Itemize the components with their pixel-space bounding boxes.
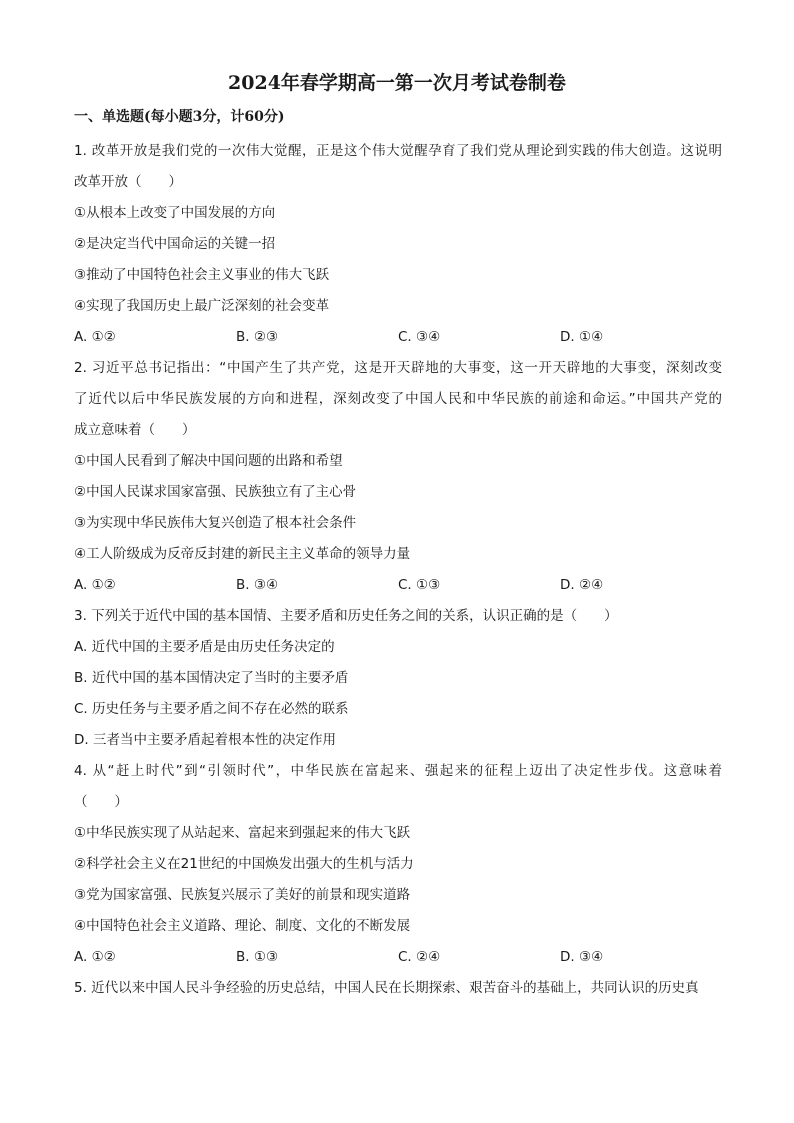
answer-options (74, 322, 722, 353)
section-heading: 一、单选题(每小题3分，计60分) (74, 109, 285, 125)
answer-option: A. ①② (74, 949, 116, 965)
question-stem-line: 4. 从“赶上时代”到“引领时代”，中华民族在富起来、强起来的征程上迈出了决定性步伐。这意味着 (74, 763, 722, 779)
answer-option: B. ①③ (236, 949, 279, 965)
question-item: C. 历史任务与主要矛盾之间不存在必然的联系 (74, 701, 349, 717)
question-item: ①中国人民看到了解决中国问题的出路和希望 (74, 453, 343, 469)
question-item: ①从根本上改变了中国发展的方向 (74, 205, 276, 221)
answer-option: A. ①② (74, 329, 116, 345)
answer-option: B. ②③ (236, 329, 279, 345)
question-item: ①中华民族实现了从站起来、富起来到强起来的伟大飞跃 (74, 825, 411, 841)
question-3 (74, 601, 722, 756)
question-item: ④实现了我国历史上最广泛深刻的社会变革 (74, 298, 330, 314)
answer-option: D. ②④ (560, 577, 604, 593)
question-item: ④中国特色社会主义道路、理论、制度、文化的不断发展 (74, 918, 411, 934)
question-stem-line: 5. 近代以来中国人民斗争经验的历史总结，中国人民在长期探索、艰苦奋斗的基础上，共同认识的历史真 (74, 980, 699, 996)
question-5 (74, 973, 722, 1004)
answer-option: C. ②④ (398, 949, 441, 965)
question-item: ②是决定当代中国命运的关键一招 (74, 236, 276, 252)
question-item: ②科学社会主义在21世纪的中国焕发出强大的生机与活力 (74, 856, 414, 872)
answer-option: A. ①② (74, 577, 116, 593)
answer-options (74, 942, 722, 973)
question-1 (74, 136, 722, 353)
question-2 (74, 353, 722, 601)
question-item: ③党为国家富强、民族复兴展示了美好的前景和现实道路 (74, 887, 411, 903)
question-item: ③为实现中华民族伟大复兴创造了根本社会条件 (74, 515, 357, 531)
question-stem-line: （ ） (74, 794, 128, 810)
question-list (74, 136, 722, 1004)
question-4 (74, 756, 722, 973)
question-item: A. 近代中国的主要矛盾是由历史任务决定的 (74, 639, 335, 655)
exam-title: 2024年春学期高一第一次月考试卷制卷 (228, 72, 566, 94)
question-item: ②中国人民谋求国家富强、民族独立有了主心骨 (74, 484, 357, 500)
question-stem-line: 1. 改革开放是我们党的一次伟大觉醒，正是这个伟大觉醒孕育了我们党从理论到实践的伟大创造。这说明 (74, 143, 722, 159)
answer-option: B. ③④ (236, 577, 279, 593)
question-stem-line: 成立意味着（ ） (74, 422, 196, 438)
question-stem-line: 2. 习近平总书记指出：“中国产生了共产党，这是开天辟地的大事变，这一开天辟地的大事变，深刻改变 (74, 360, 722, 376)
answer-options (74, 570, 722, 601)
answer-option: D. ③④ (560, 949, 604, 965)
question-stem-line: 了近代以后中华民族发展的方向和进程，深刻改变了中国人民和中华民族的前途和命运。”中国共产党的 (74, 391, 722, 407)
answer-option: C. ①③ (398, 577, 441, 593)
question-stem-line: 改革开放（ ） (74, 174, 182, 190)
question-item: ③推动了中国特色社会主义事业的伟大飞跃 (74, 267, 330, 283)
question-item: D. 三者当中主要矛盾起着根本性的决定作用 (74, 732, 336, 748)
question-item: B. 近代中国的基本国情决定了当时的主要矛盾 (74, 670, 349, 686)
answer-option: D. ①④ (560, 329, 604, 345)
question-stem-line: 3. 下列关于近代中国的基本国情、主要矛盾和历史任务之间的关系，认识正确的是（ ） (74, 608, 618, 624)
answer-option: C. ③④ (398, 329, 441, 345)
question-item: ④工人阶级成为反帝反封建的新民主主义革命的领导力量 (74, 546, 411, 562)
